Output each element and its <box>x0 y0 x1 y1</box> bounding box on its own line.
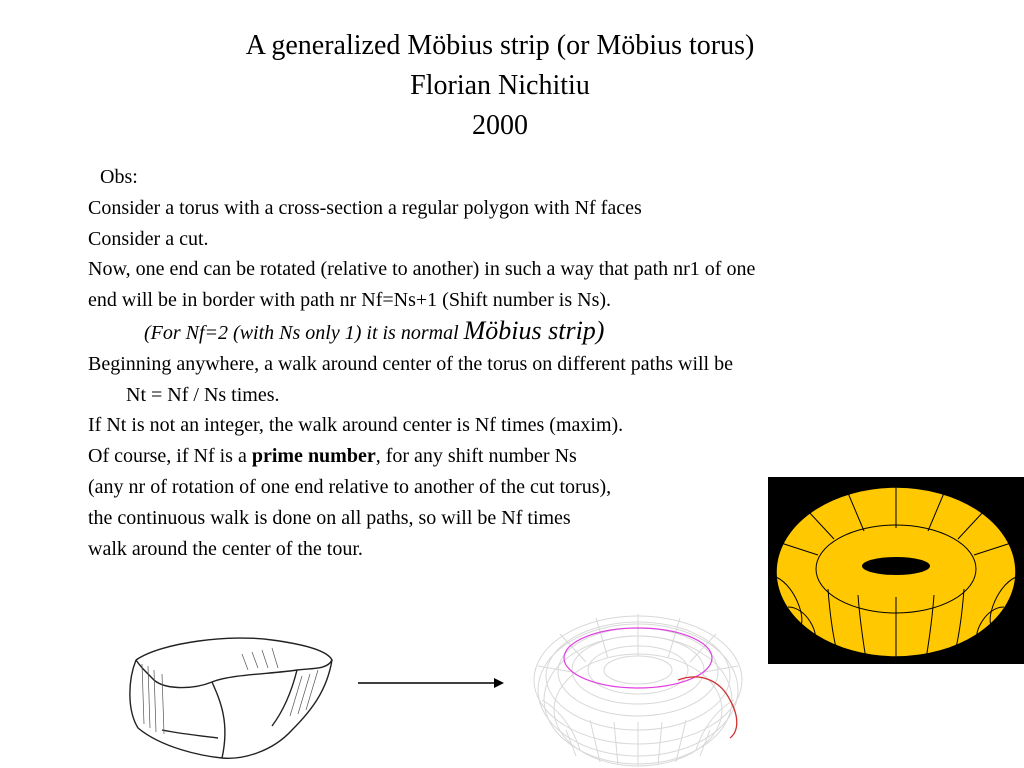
text-line-8: If Nt is not an integer, the walk around center is Nf times (maxim). <box>88 414 624 437</box>
page-title <box>0 26 1000 146</box>
text-line-9 <box>88 441 968 472</box>
text-line-11: the continuous walk is done on all paths, so will be Nf times <box>88 506 571 529</box>
text-line-12: walk around the center of the tour. <box>88 537 363 560</box>
wireframe-torus <box>530 610 752 768</box>
title-year: 2000 <box>472 110 528 141</box>
prime-number-term: prime number <box>251 445 376 468</box>
mobius-strip-sketch <box>122 630 338 768</box>
text-line-1: Consider a torus with a cross-section a regular polygon with Nf faces <box>88 196 642 219</box>
mobius-strip-term: Möbius strip) <box>463 315 605 345</box>
text-line-5 <box>88 316 968 349</box>
yellow-torus <box>768 477 1024 664</box>
obs-label: Obs: <box>100 166 138 188</box>
text-line-4: end will be in border with path nr Nf=Ns+1 (Shift number is Ns). <box>88 289 612 312</box>
text-line-3: Now, one end can be rotated (relative to another) in such a way that path nr1 of one <box>88 258 756 281</box>
title-line-1: A generalized Möbius strip (or Möbius torus) <box>245 30 755 61</box>
text-line-9-c: , for any shift number Ns <box>375 445 577 468</box>
title-author: Florian Nichitiu <box>410 70 590 101</box>
text-line-6: Beginning anywhere, a walk around center of the torus on different paths will be <box>88 352 733 375</box>
mobius-note: (For Nf=2 (with Ns only 1) it is normal <box>144 321 464 344</box>
right-arrow <box>356 674 506 692</box>
text-line-9-a: Of course, if Nf is a <box>88 445 252 468</box>
text-line-7: Nt = Nf / Ns times. <box>126 383 280 406</box>
text-line-2: Consider a cut. <box>88 227 209 250</box>
text-line-10: (any nr of rotation of one end relative to another of the cut torus), <box>88 475 612 498</box>
